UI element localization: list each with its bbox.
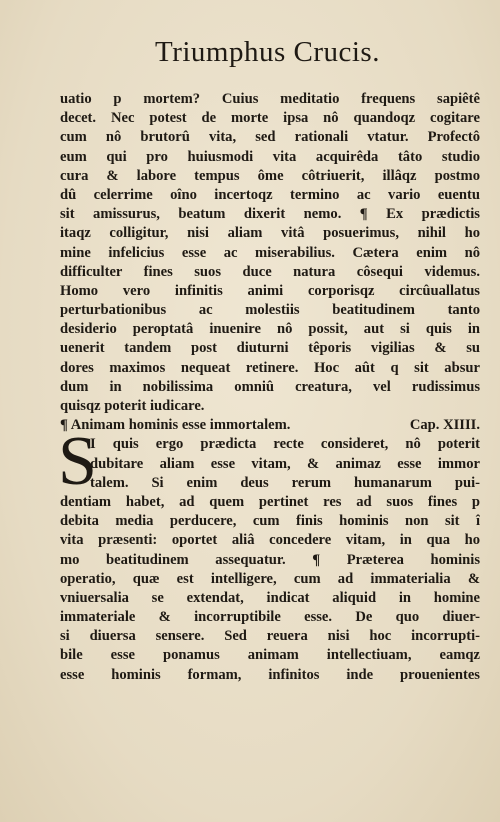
chapter-title: ¶ Animam hominis esse immortalem. (60, 417, 291, 434)
text-line: decet. Nec potest de morte ipsa nô quandoqz cogitare (60, 110, 480, 127)
text-line: vita præsenti: oportet aliâ concedere vitam, in qua ho (60, 532, 480, 549)
drop-cap: S (58, 423, 97, 501)
text-line: Homo vero infinitis animi corporisqz circûuallatus (60, 282, 480, 299)
text-line: difficulter fines suos duce natura côsequi videmus. (60, 263, 480, 280)
text-line: dubitare aliam esse vitam, & animaz esse immor (90, 455, 480, 472)
text-line: operatio, quæ est intelligere, cum ad immaterialia & (60, 570, 480, 587)
running-head: Triumphus Crucis. (155, 36, 380, 68)
text-line: uenerit tandem post diuturni têporis vigilias & su (60, 340, 480, 357)
text-line: perturbationibus ac molestiis beatitudinem tanto (60, 302, 480, 319)
chapter-number: Cap. XIIII. (409, 417, 480, 434)
text-line: dores maximos nequeat retinere. Hoc aût q sit absur (60, 359, 480, 376)
text-line: eum qui pro huiusmodi vita acquirêda tâto studio (60, 148, 480, 165)
text-line: I quis ergo prædicta recte consideret, nô poterit (90, 436, 480, 453)
text-line: debita media perducere, cum finis hominis non sit î (60, 513, 480, 530)
text-line: mo beatitudinem assequatur. ¶ Præterea hominis (60, 551, 480, 568)
chapter-heading (60, 416, 480, 435)
text-line: immateriale & incorruptibile esse. De quo diuer- (60, 609, 480, 626)
text-line: dentiam habet, ad quem pertinet res ad suos fines p (60, 493, 480, 510)
text-line: dum in nobilissima omniû creatura, vel rudissimus (60, 378, 480, 395)
text-line: desiderio peroptatâ inuenire nô possit, aut si quis in (60, 321, 480, 338)
text-line: sit amissurus, beatum dixerit nemo. ¶ Ex prædictis (60, 206, 480, 223)
paragraph-1 (60, 90, 480, 416)
text-line: dû celerrime oîno incertoqz termino ac vario euentu (60, 186, 480, 203)
text-line: mine infelicius esse ac miserabilius. Cætera enim nô (60, 244, 480, 261)
text-line: itaqz colligitur, nisi aliam vitâ posuerimus, nihil ho (60, 225, 480, 242)
text-line: cura & labore tempus ôme côtriuerit, illâqz postmo (60, 167, 480, 184)
text-line: quisqz poterit iudicare. (60, 398, 205, 414)
text-line: si diuersa sensere. Sed reuera nisi hoc incorrupti- (60, 628, 480, 645)
text-line: bile esse ponamus animam intellectiuam, eamqz (60, 647, 480, 664)
text-line: uatio p mortem? Cuius meditatio frequens sapiêtê (60, 91, 480, 107)
text-line: talem. Si enim deus rerum humanarum pui- (90, 474, 480, 491)
text-block (60, 90, 480, 685)
text-line: vniuersalia se extendat, indicat aliquid in homine (60, 589, 480, 606)
text-line: cum nô brutorû vita, sed rationali vtatur. Profectô (60, 129, 480, 146)
text-line: esse hominis formam, infinitos inde prouenientes (60, 666, 480, 683)
